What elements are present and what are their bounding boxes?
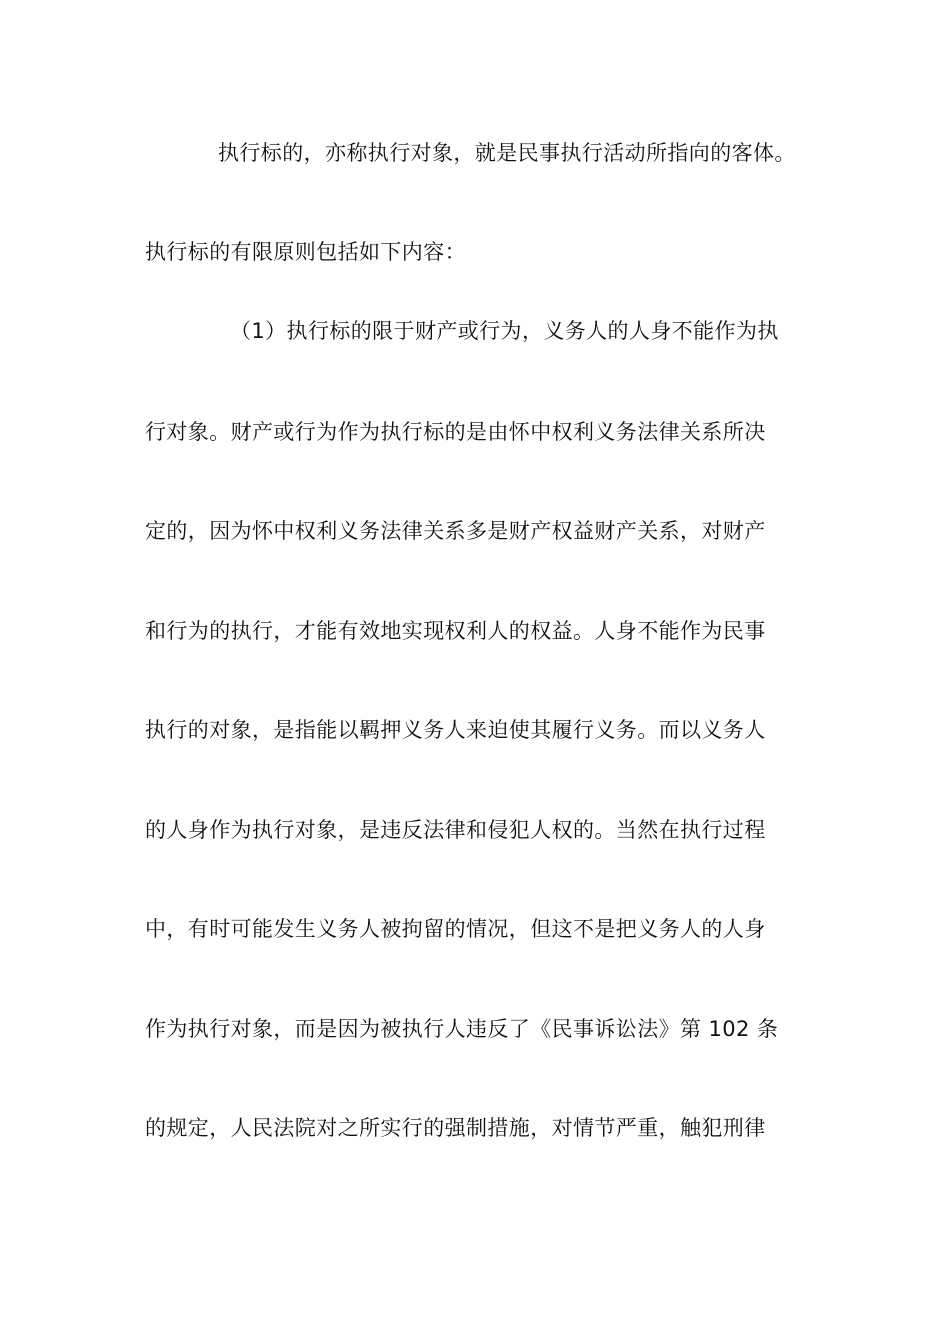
paragraph-3-line-1: （1）执行标的限于财产或行为，义务人的人身不能作为执	[230, 319, 779, 343]
paragraph-3-line-2: 行对象。财产或行为作为执行标的是由怀中权利义务法律关系所决	[145, 420, 766, 444]
paragraph-3-line-4: 和行为的执行，才能有效地实现权利人的权益。人身不能作为民事	[145, 619, 766, 643]
paragraph-3-line-5: 执行的对象，是指能以羁押义务人来迫使其履行义务。而以义务人	[145, 718, 766, 742]
paragraph-3-line-7: 中，有时可能发生义务人被拘留的情况，但这不是把义务人的人身	[145, 917, 766, 941]
paragraph-2-line-1: 执行标的有限原则包括如下内容：	[145, 240, 466, 264]
paragraph-1-line-1: 执行标的，亦称执行对象，就是民事执行活动所指向的客体。	[218, 141, 796, 165]
paragraph-3-line-6: 的人身作为执行对象，是违反法律和侵犯人权的。当然在执行过程	[145, 818, 766, 842]
paragraph-3-line-3: 定的，因为怀中权利义务法律关系多是财产权益财产关系，对财产	[145, 519, 766, 543]
paragraph-3-line-8: 作为执行对象，而是因为被执行人违反了《民事诉讼法》第 102 条	[145, 1017, 779, 1041]
paragraph-3-line-9: 的规定，人民法院对之所实行的强制措施，对情节严重，触犯刑律	[145, 1116, 766, 1140]
